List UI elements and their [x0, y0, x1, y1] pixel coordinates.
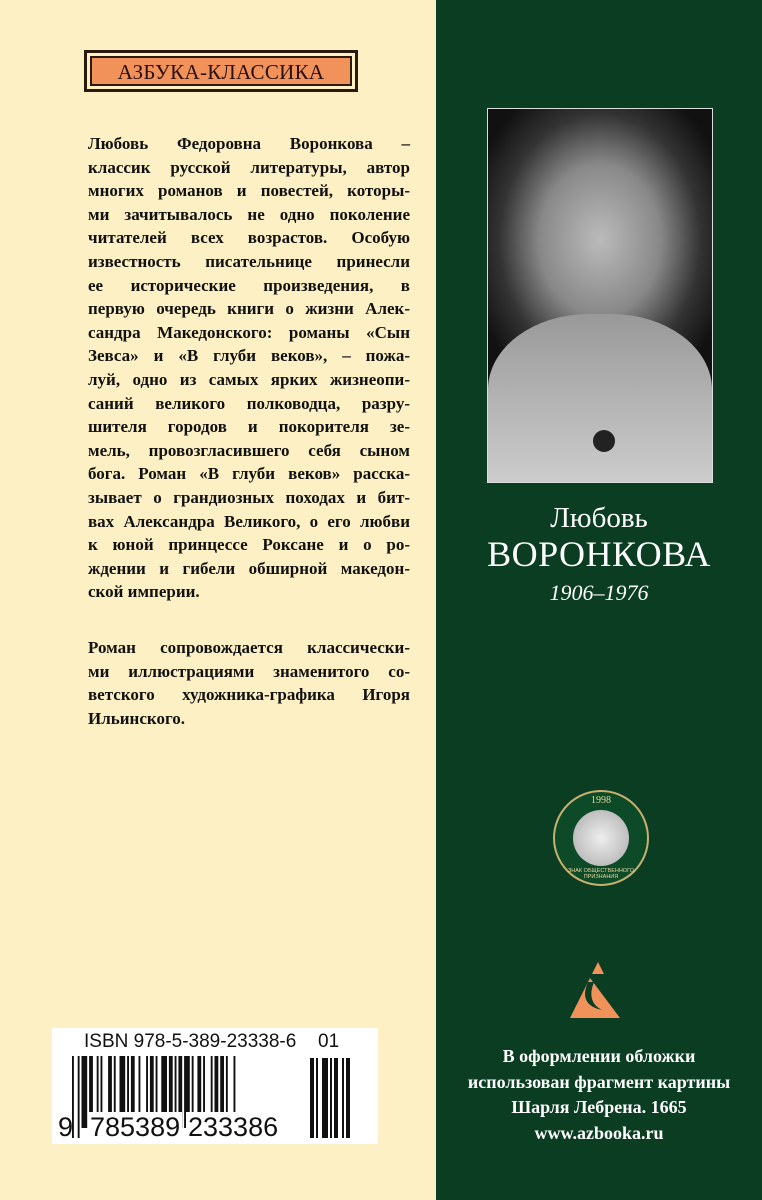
annotation-line: классик русской литературы, автор: [88, 157, 410, 177]
annotation-line: Зевса» и «В глуби веков», – пожа-: [88, 346, 410, 366]
annotation-line: читателей всех возрастов. Особую: [88, 228, 410, 248]
annotation-line: многих романов и повестей, которы-: [88, 181, 410, 201]
credits-line: использован фрагмент картины: [467, 1071, 731, 1092]
barcode-digits-group-2: 233386: [188, 1112, 279, 1142]
annotation-line: мель, провозгласившего себя сыном: [88, 440, 410, 460]
barcode-addon-bar: [342, 1058, 344, 1138]
credits-line: В оформлении обложки: [502, 1046, 696, 1066]
annotation-line: ветского художника-графика Игоря: [88, 685, 410, 705]
author-first-name: Любовь: [550, 502, 648, 534]
barcode-addon-bar: [310, 1058, 314, 1138]
author-photo: [487, 108, 713, 483]
annotation-line: ми иллюстрациями знаменитого со-: [88, 661, 410, 681]
publisher-logo-icon: [568, 960, 628, 1020]
annotation-line: ее исторические произведения, в: [88, 275, 410, 295]
annotation-paragraph-1: [88, 132, 410, 604]
barcode-bar: [82, 1056, 88, 1128]
author-years: 1906–1976: [549, 580, 649, 605]
annotation-line: вах Александра Великого, о его любви: [88, 511, 410, 531]
badge-motto: ЗНАК ОБЩЕСТВЕННОГО ПРИЗНАНИЯ: [567, 868, 635, 880]
photo-figure: [488, 314, 712, 482]
award-badge-icon: [553, 790, 649, 886]
barcode-digits-group-1: 785389: [90, 1112, 181, 1142]
badge-medallion: [573, 810, 629, 866]
isbn-text: ISBN 978-5-389-23338-6: [84, 1031, 297, 1052]
annotation-line: к юной принцессе Роксане и о ро-: [88, 535, 410, 555]
isbn-barcode: [52, 1028, 378, 1144]
annotation-line: Ильинского.: [88, 708, 186, 728]
cover-credits: [436, 1044, 762, 1146]
annotation-line: Любовь Федоровна Воронкова –: [88, 134, 410, 153]
barcode-bar: [78, 1056, 80, 1138]
barcode-addon-text: 01: [318, 1031, 340, 1052]
barcode-addon-bar: [334, 1058, 338, 1138]
badge-year: 1998: [591, 795, 611, 806]
annotation-line: ждении и гибели обширной македон-: [88, 558, 410, 578]
annotation-line: зывает о грандиозных походах и бит-: [88, 487, 410, 507]
photo-brooch: [593, 430, 615, 452]
annotation-line: луй, одно из самых ярких жизнеопи-: [88, 369, 410, 389]
barcode-addon-bar: [346, 1058, 350, 1138]
annotation-line: Роман сопровождается классически-: [88, 638, 410, 657]
barcode-addon-bar: [322, 1058, 328, 1138]
credits-line: Шарля Лебрена. 1665: [511, 1097, 687, 1117]
annotation-paragraph-2: [88, 636, 410, 730]
annotation-line: саний великого полководца, разру-: [88, 393, 410, 413]
series-label: [84, 50, 358, 92]
annotation-line: сандра Македонского: романы «Сын: [88, 322, 410, 342]
barcode-digit: 9: [58, 1112, 74, 1142]
annotation-line: ми зачитывалось не одно поколение: [88, 204, 410, 224]
author-last-name: ВОРОНКОВА: [487, 534, 711, 574]
annotation-line: ской империи.: [88, 582, 200, 602]
barcode-addon-bar: [316, 1058, 318, 1138]
annotation-line: бога. Роман «В глуби веков» расска-: [88, 464, 410, 484]
annotation-line: шителя городов и покорителя зе-: [88, 417, 410, 437]
barcode-addon-bar: [330, 1058, 332, 1138]
annotation-line: известность писательнице принесли: [88, 251, 410, 271]
publisher-website[interactable]: www.azbooka.ru: [534, 1122, 664, 1143]
annotation-line: первую очередь книги о жизни Алек-: [88, 299, 410, 319]
series-label-text: АЗБУКА-КЛАССИКА: [90, 56, 352, 86]
